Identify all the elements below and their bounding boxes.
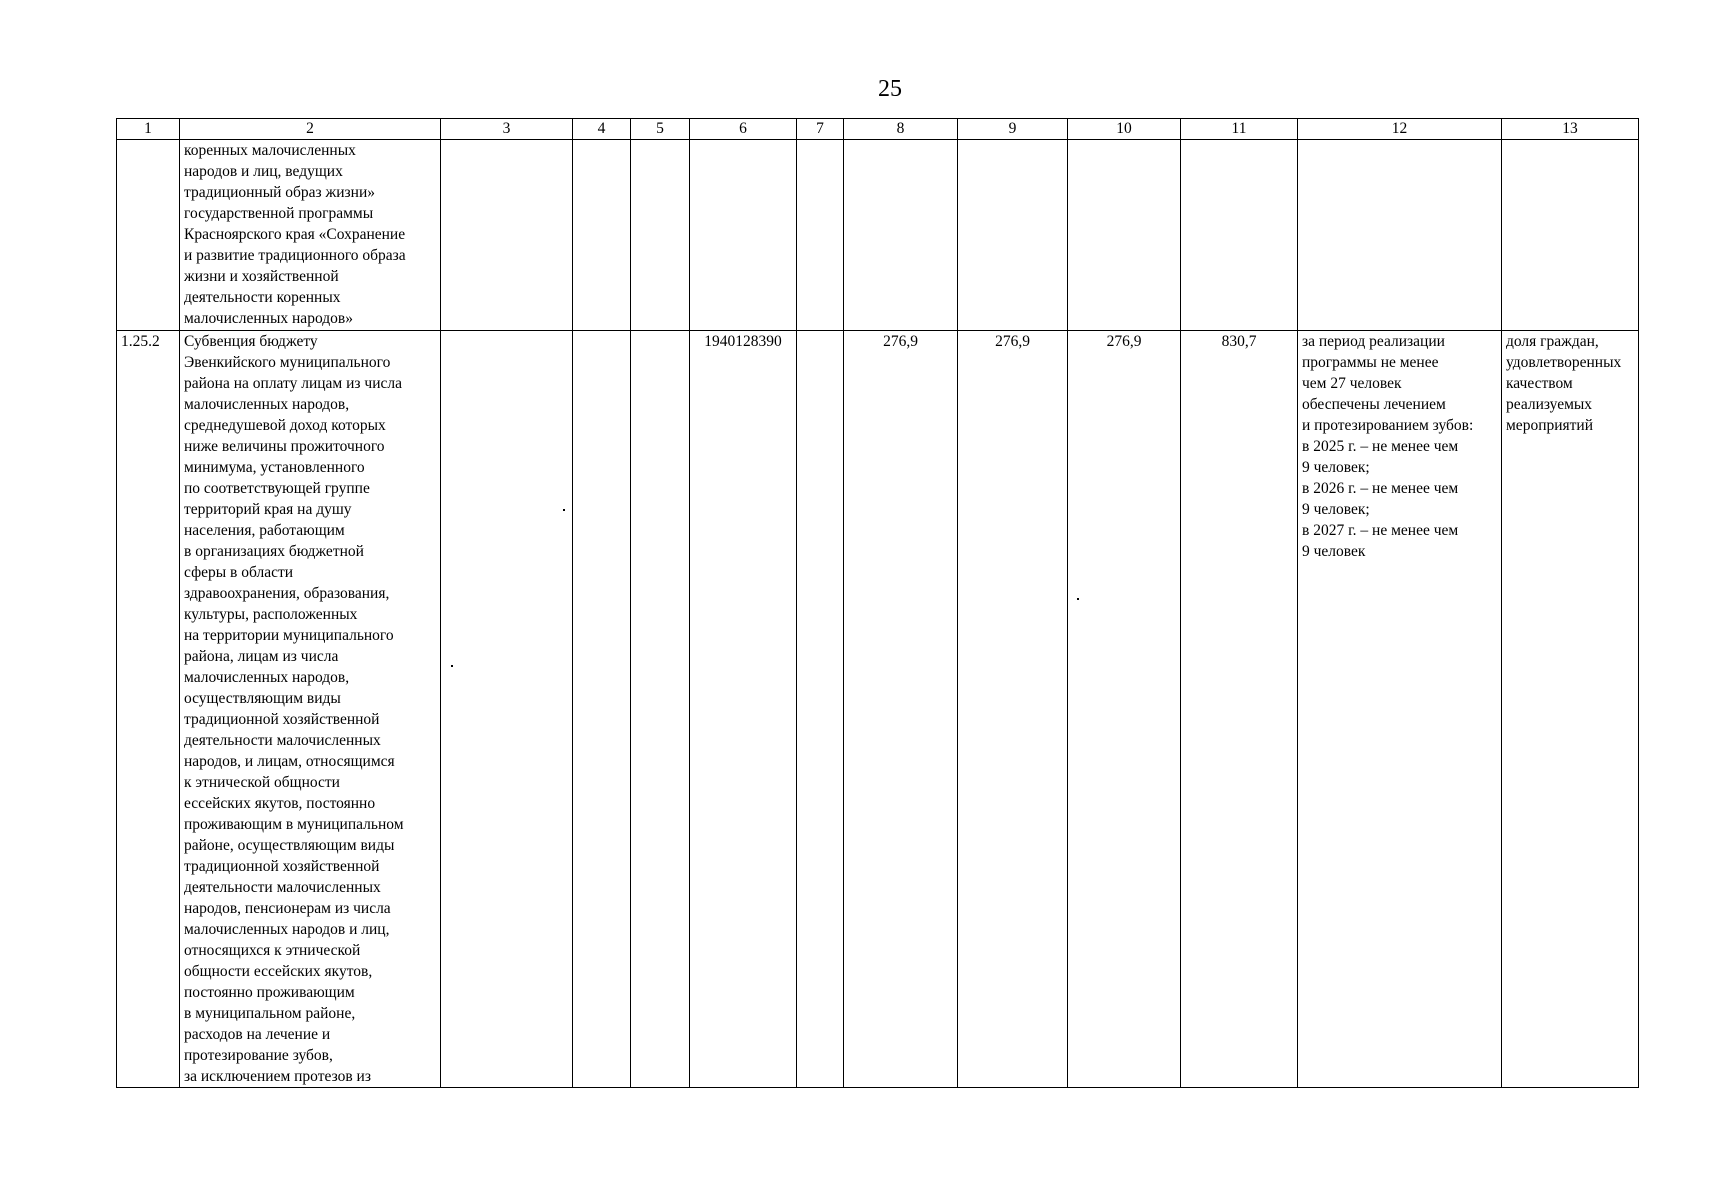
table-cell — [631, 140, 690, 331]
column-header: 10 — [1068, 119, 1181, 140]
table-cell — [573, 331, 631, 1088]
table-cell — [690, 140, 797, 331]
table-row — [117, 140, 1639, 331]
amount-2025-cell: 276,9 — [844, 331, 958, 1088]
table-cell — [844, 140, 958, 331]
column-header: 7 — [797, 119, 844, 140]
scan-speck — [1077, 598, 1079, 600]
column-number-row — [117, 119, 1639, 140]
table-cell — [797, 140, 844, 331]
table-cell — [1068, 140, 1181, 331]
item-description-cell: коренных малочисленных народов и лиц, ведущих традиционный образ жизни» государственной программы Красноярского края «Сохранение и развитие традиционного образа жизни и хозяйственной деятельности коренных малочисленных народов» — [180, 140, 441, 331]
table-cell — [797, 331, 844, 1088]
amount-2026-cell: 276,9 — [958, 331, 1068, 1088]
column-header: 9 — [958, 119, 1068, 140]
item-description-cell: Субвенция бюджету Эвенкийского муниципального района на оплату лицам из числа малочисленных народов, среднедушевой доход которых ниже величины прожиточного минимума, установленного по соответствующей группе территорий края на душу населения, работающим в организациях бюджетной сферы в области здравоохранения, образования, культуры, расположенных на территории муниципального района, лицам из числа малочисленных народов, осуществляющим виды традиционной хозяйственной деятельности малочисленных народов, и лицам, относящимся к этнической общности ессейских якутов, постоянно проживающим в муниципальном районе, осуществляющим виды традиционной хозяйственной деятельности малочисленных народов, пенсионерам из числа малочисленных народов и лиц, относящихся к этнической общности ессейских якутов, постоянно проживающим в муниципальном районе, расходов на лечение и протезирование зубов, за исключением протезов из — [180, 331, 441, 1088]
table-cell — [441, 140, 573, 331]
budget-code-cell: 1940128390 — [690, 331, 797, 1088]
table-cell — [1502, 140, 1639, 331]
table-cell — [631, 331, 690, 1088]
table-cell — [958, 140, 1068, 331]
column-header: 2 — [180, 119, 441, 140]
item-number-cell — [117, 140, 180, 331]
table-cell — [1298, 140, 1502, 331]
column-header: 1 — [117, 119, 180, 140]
scan-speck — [451, 665, 453, 667]
column-header: 13 — [1502, 119, 1639, 140]
table-cell — [1181, 140, 1298, 331]
column-header: 6 — [690, 119, 797, 140]
expected-result-cell: за период реализации программы не менее чем 27 человек обеспечены лечением и протезированием зубов: в 2025 г. – не менее чем 9 человек; в 2026 г. – не менее чем 9 человек; в 2027 г. – не менее чем 9 человек — [1298, 331, 1502, 1088]
column-header: 12 — [1298, 119, 1502, 140]
column-header: 5 — [631, 119, 690, 140]
column-header: 8 — [844, 119, 958, 140]
column-header: 3 — [441, 119, 573, 140]
page-number: 25 — [878, 76, 902, 102]
table-row — [117, 331, 1639, 1088]
program-table — [116, 118, 1639, 1088]
indicator-cell: доля граждан, удовлетворенных качеством реализуемых мероприятий — [1502, 331, 1639, 1088]
table-cell — [573, 140, 631, 331]
scan-speck — [563, 509, 565, 511]
table-cell — [441, 331, 573, 1088]
column-header: 11 — [1181, 119, 1298, 140]
item-number-cell: 1.25.2 — [117, 331, 180, 1088]
amount-total-cell: 830,7 — [1181, 331, 1298, 1088]
column-header: 4 — [573, 119, 631, 140]
amount-2027-cell: 276,9 — [1068, 331, 1181, 1088]
